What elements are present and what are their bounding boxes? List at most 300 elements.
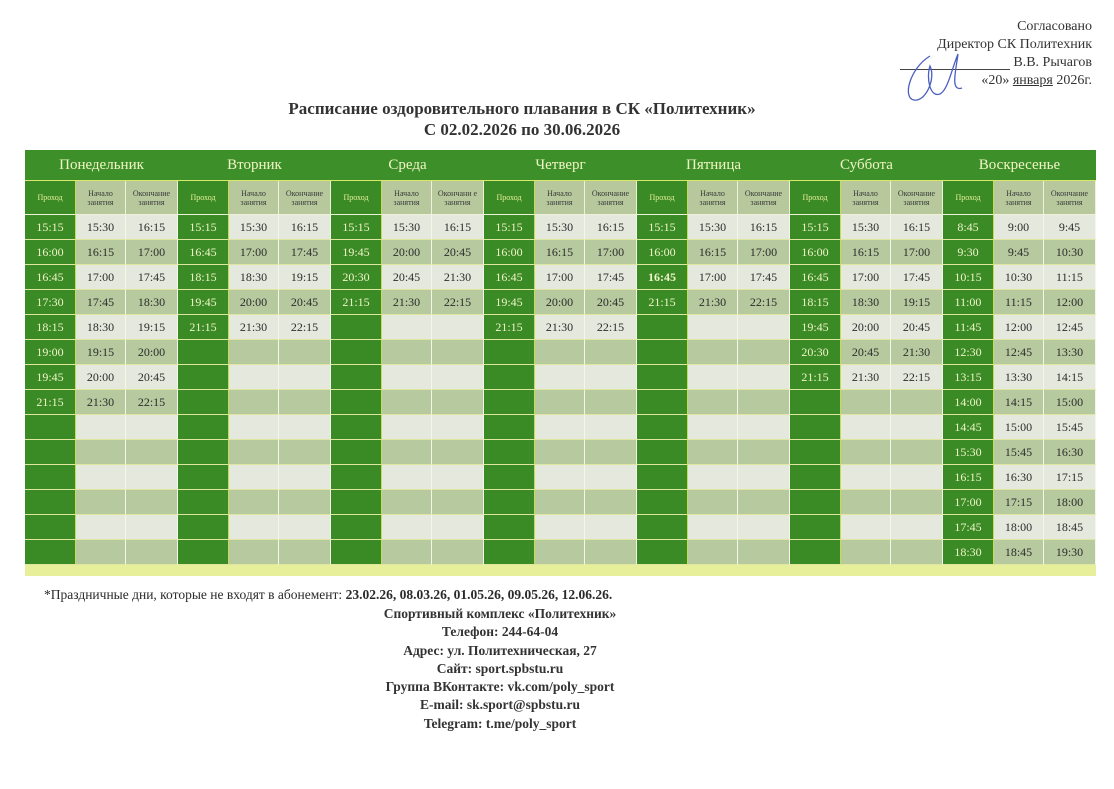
start-time: 18:30 [841,290,891,315]
end-time [432,465,484,490]
pass-time [178,540,229,565]
column-header-end: Окончание занятия [126,181,178,215]
start-time [382,390,432,415]
pass-time [484,415,535,440]
pass-time: 15:15 [484,215,535,240]
pass-time: 14:00 [943,390,994,415]
end-time [738,465,790,490]
pass-time [178,440,229,465]
start-time: 21:30 [382,290,432,315]
holidays-note: *Праздничные дни, которые не входят в абонемент: 23.02.26, 08.03.26, 01.05.26, 09.05.26, 12.06.26. [44,587,613,602]
start-time [688,465,738,490]
column-header-start: Начало занятия [688,181,738,215]
pass-time [178,365,229,390]
pass-time: 18:15 [790,290,841,315]
end-time [279,340,331,365]
end-time [585,365,637,390]
column-header-end: Окончание занятия [891,181,943,215]
pass-time [484,440,535,465]
pass-time: 19:00 [25,340,76,365]
start-time [688,340,738,365]
pass-time: 10:15 [943,265,994,290]
end-time: 22:15 [585,315,637,340]
pass-time: 20:30 [790,340,841,365]
start-time [688,515,738,540]
pass-time [790,490,841,515]
pass-time [484,365,535,390]
pass-time [637,365,688,390]
pass-time [331,415,382,440]
pass-time: 8:45 [943,215,994,240]
end-time: 20:00 [126,340,178,365]
start-time: 9:45 [994,240,1044,265]
pass-time: 18:15 [178,265,229,290]
start-time [535,390,585,415]
column-header-end: Окончани е занятия [432,181,484,215]
day-header: Суббота [790,150,943,181]
column-header-pass: Проход [637,181,688,215]
end-time [126,415,178,440]
telegram: Telegram: t.me/poly_sport [423,715,577,731]
start-time: 14:15 [994,390,1044,415]
column-header-end: Окончание занятия [738,181,790,215]
end-time: 17:15 [1044,465,1096,490]
pass-time: 17:00 [943,490,994,515]
pass-time [25,465,76,490]
start-time: 21:30 [535,315,585,340]
end-time [738,415,790,440]
end-time: 17:00 [738,240,790,265]
start-time: 12:00 [994,315,1044,340]
approval-date: «20» января 2026г. [981,73,1092,88]
pass-time: 19:45 [484,290,535,315]
start-time [382,465,432,490]
start-time: 15:30 [229,215,279,240]
day-header: Понедельник [25,150,178,181]
pass-time [790,390,841,415]
end-time [126,465,178,490]
end-time: 19:15 [279,265,331,290]
pass-time [484,515,535,540]
end-time [585,415,637,440]
start-time [382,440,432,465]
start-time: 20:45 [382,265,432,290]
org-name: Спортивный комплекс «Политехник» [383,606,617,621]
end-time [279,465,331,490]
start-time [841,390,891,415]
approval-name: В.В. Рычагов [1013,55,1092,70]
pass-time [790,515,841,540]
start-time: 21:30 [841,365,891,390]
column-header-end: Окончание занятия [1044,181,1096,215]
approval-label: Согласовано [1017,19,1092,34]
pass-time [331,315,382,340]
end-time [585,515,637,540]
pass-time [178,465,229,490]
end-time: 16:30 [1044,440,1096,465]
pass-time: 16:45 [25,265,76,290]
end-time [279,440,331,465]
end-time: 17:45 [126,265,178,290]
end-time [432,390,484,415]
pass-time: 20:30 [331,265,382,290]
start-time: 12:45 [994,340,1044,365]
end-time: 19:30 [1044,540,1096,565]
vk-group: Группа ВКонтакте: vk.com/poly_sport [385,679,615,695]
end-time [279,365,331,390]
start-time: 15:30 [535,215,585,240]
page-subtitle-period: С 02.02.2026 по 30.06.2026 [423,120,621,139]
end-time: 22:15 [279,315,331,340]
pass-time: 16:00 [790,240,841,265]
pass-time: 13:15 [943,365,994,390]
end-time [738,340,790,365]
pass-time [637,515,688,540]
end-time [126,540,178,565]
end-time: 20:45 [126,365,178,390]
end-time [585,465,637,490]
start-time [382,540,432,565]
start-time: 15:30 [841,215,891,240]
end-time: 20:45 [432,240,484,265]
end-time: 12:45 [1044,315,1096,340]
end-time [738,540,790,565]
start-time [688,540,738,565]
start-time [229,490,279,515]
day-header: Четверг [484,150,637,181]
end-time [738,440,790,465]
pass-time: 17:45 [943,515,994,540]
start-time: 20:45 [841,340,891,365]
end-time [432,540,484,565]
start-time [688,365,738,390]
end-time: 20:45 [279,290,331,315]
end-time: 17:45 [279,240,331,265]
start-time [382,340,432,365]
start-time: 16:30 [994,465,1044,490]
start-time: 20:00 [535,290,585,315]
start-time [382,515,432,540]
pass-time [637,390,688,415]
pass-time: 16:45 [178,240,229,265]
pass-time: 9:30 [943,240,994,265]
column-header-start: Начало занятия [382,181,432,215]
pass-time: 21:15 [637,290,688,315]
start-time: 18:30 [229,265,279,290]
pass-time: 11:00 [943,290,994,315]
start-time [535,490,585,515]
pass-time: 16:15 [943,465,994,490]
pass-time: 19:45 [331,240,382,265]
website: Сайт: sport.spbstu.ru [436,660,564,676]
pass-time: 16:00 [637,240,688,265]
start-time [841,415,891,440]
end-time: 16:15 [585,215,637,240]
pass-time [790,540,841,565]
pass-time [25,490,76,515]
day-header: Вторник [178,150,331,181]
end-time: 12:00 [1044,290,1096,315]
pass-time: 17:30 [25,290,76,315]
start-time: 18:30 [76,315,126,340]
start-time: 21:30 [688,290,738,315]
end-time [126,490,178,515]
end-time: 21:30 [432,265,484,290]
pass-time: 15:15 [25,215,76,240]
pass-time [178,415,229,440]
start-time [382,415,432,440]
pass-time: 21:15 [331,290,382,315]
end-time: 16:15 [891,215,943,240]
end-time: 20:45 [891,315,943,340]
pass-time: 16:45 [637,265,688,290]
start-time [535,415,585,440]
start-time [382,490,432,515]
end-time [432,365,484,390]
end-time [279,490,331,515]
end-time [432,415,484,440]
start-time [841,440,891,465]
start-time: 15:45 [994,440,1044,465]
start-time: 16:15 [76,240,126,265]
end-time: 16:15 [126,215,178,240]
end-time: 16:15 [279,215,331,240]
start-time [841,465,891,490]
start-time: 18:00 [994,515,1044,540]
end-time [891,515,943,540]
end-time: 21:30 [891,340,943,365]
end-time: 17:00 [126,240,178,265]
end-time [279,415,331,440]
start-time: 17:00 [688,265,738,290]
end-time [585,340,637,365]
start-time [382,315,432,340]
pass-time: 18:30 [943,540,994,565]
pass-time: 19:45 [25,365,76,390]
end-time [891,540,943,565]
pass-time: 15:15 [790,215,841,240]
pass-time: 15:15 [637,215,688,240]
pass-time [637,490,688,515]
start-time: 13:30 [994,365,1044,390]
start-time [76,490,126,515]
end-time: 17:45 [585,265,637,290]
end-time: 15:45 [1044,415,1096,440]
start-time [688,315,738,340]
pass-time [25,515,76,540]
start-time [229,365,279,390]
end-time [126,440,178,465]
column-header-pass: Проход [943,181,994,215]
start-time: 15:00 [994,415,1044,440]
end-time: 11:15 [1044,265,1096,290]
start-time: 21:30 [229,315,279,340]
pass-time [178,515,229,540]
pass-time [484,340,535,365]
start-time [688,390,738,415]
column-header-end: Окончание занятия [279,181,331,215]
start-time: 11:15 [994,290,1044,315]
start-time [535,515,585,540]
pass-time: 15:15 [331,215,382,240]
end-time: 19:15 [126,315,178,340]
start-time [535,340,585,365]
day-header: Воскресенье [943,150,1096,181]
end-time [891,465,943,490]
start-time: 16:15 [688,240,738,265]
start-time [229,340,279,365]
end-time [126,515,178,540]
end-time: 22:15 [738,290,790,315]
end-time [279,390,331,415]
start-time [229,440,279,465]
pass-time [637,465,688,490]
end-time [891,390,943,415]
pass-time [178,390,229,415]
end-time: 16:15 [432,215,484,240]
pass-time: 19:45 [790,315,841,340]
start-time [229,465,279,490]
start-time: 17:45 [76,290,126,315]
column-header-end: Окончание занятия [585,181,637,215]
pass-time: 16:00 [25,240,76,265]
end-time [585,440,637,465]
start-time [229,540,279,565]
start-time [229,515,279,540]
end-time [738,490,790,515]
end-time: 15:00 [1044,390,1096,415]
end-time: 13:30 [1044,340,1096,365]
start-time: 10:30 [994,265,1044,290]
start-time [841,540,891,565]
pass-time: 18:15 [25,315,76,340]
start-time [76,415,126,440]
pass-time: 16:45 [484,265,535,290]
start-time [535,440,585,465]
pass-time [790,440,841,465]
pass-time [790,415,841,440]
pass-time [331,540,382,565]
end-time [891,415,943,440]
column-header-start: Начало занятия [535,181,585,215]
start-time: 15:30 [382,215,432,240]
column-header-start: Начало занятия [994,181,1044,215]
pass-time [25,415,76,440]
start-time: 16:15 [535,240,585,265]
pass-time: 11:45 [943,315,994,340]
pass-time: 16:45 [790,265,841,290]
end-time: 17:45 [738,265,790,290]
end-time: 14:15 [1044,365,1096,390]
pass-time: 21:15 [25,390,76,415]
address: Адрес: ул. Политехническая, 27 [403,642,597,658]
end-time [432,340,484,365]
start-time [76,440,126,465]
column-header-pass: Проход [25,181,76,215]
pass-time [331,490,382,515]
start-time [688,440,738,465]
end-time: 9:45 [1044,215,1096,240]
end-time: 22:15 [891,365,943,390]
end-time [738,365,790,390]
end-time [279,540,331,565]
end-time [432,315,484,340]
end-time: 22:15 [432,290,484,315]
pass-time [637,540,688,565]
start-time: 17:15 [994,490,1044,515]
pass-time: 19:45 [178,290,229,315]
end-time [891,440,943,465]
holiday-dates: 23.02.26, 08.03.26, 01.05.26, 09.05.26, 12.06.26. [345,587,613,602]
end-time [432,515,484,540]
pass-time [331,465,382,490]
phone: Телефон: 244-64-04 [441,624,559,640]
start-time: 20:00 [76,365,126,390]
pass-time [637,315,688,340]
end-time [738,515,790,540]
start-time: 19:15 [76,340,126,365]
end-time: 19:15 [891,290,943,315]
pass-time [331,440,382,465]
end-time [738,390,790,415]
start-time [76,465,126,490]
start-time [229,415,279,440]
start-time: 16:15 [841,240,891,265]
pass-time [484,490,535,515]
page-title: Расписание оздоровительного плавания в СК «Политехник» [288,99,756,118]
start-time: 15:30 [76,215,126,240]
pass-time [637,340,688,365]
end-time: 16:15 [738,215,790,240]
pass-time [25,440,76,465]
pass-time: 21:15 [790,365,841,390]
pass-time [178,490,229,515]
start-time [535,365,585,390]
pass-time [790,465,841,490]
day-header: Среда [331,150,484,181]
pass-time [484,390,535,415]
end-time: 17:00 [585,240,637,265]
start-time [841,515,891,540]
pass-time [484,465,535,490]
column-header-pass: Проход [790,181,841,215]
pass-time: 21:15 [484,315,535,340]
schedule-table [25,150,1096,576]
start-time: 17:00 [535,265,585,290]
pass-time: 14:45 [943,415,994,440]
day-header: Пятница [637,150,790,181]
start-time [76,515,126,540]
end-time [585,540,637,565]
end-time: 22:15 [126,390,178,415]
column-header-start: Начало занятия [76,181,126,215]
start-time [535,465,585,490]
end-time [585,390,637,415]
start-time [535,540,585,565]
start-time: 20:00 [382,240,432,265]
start-time [229,390,279,415]
start-time: 17:00 [229,240,279,265]
column-header-start: Начало занятия [841,181,891,215]
contacts-block [240,605,760,733]
column-header-pass: Проход [331,181,382,215]
pass-time [331,340,382,365]
pass-time: 21:15 [178,315,229,340]
pass-time [331,390,382,415]
email: E-mail: sk.sport@spbstu.ru [420,697,580,713]
end-time [738,315,790,340]
pass-time: 15:15 [178,215,229,240]
